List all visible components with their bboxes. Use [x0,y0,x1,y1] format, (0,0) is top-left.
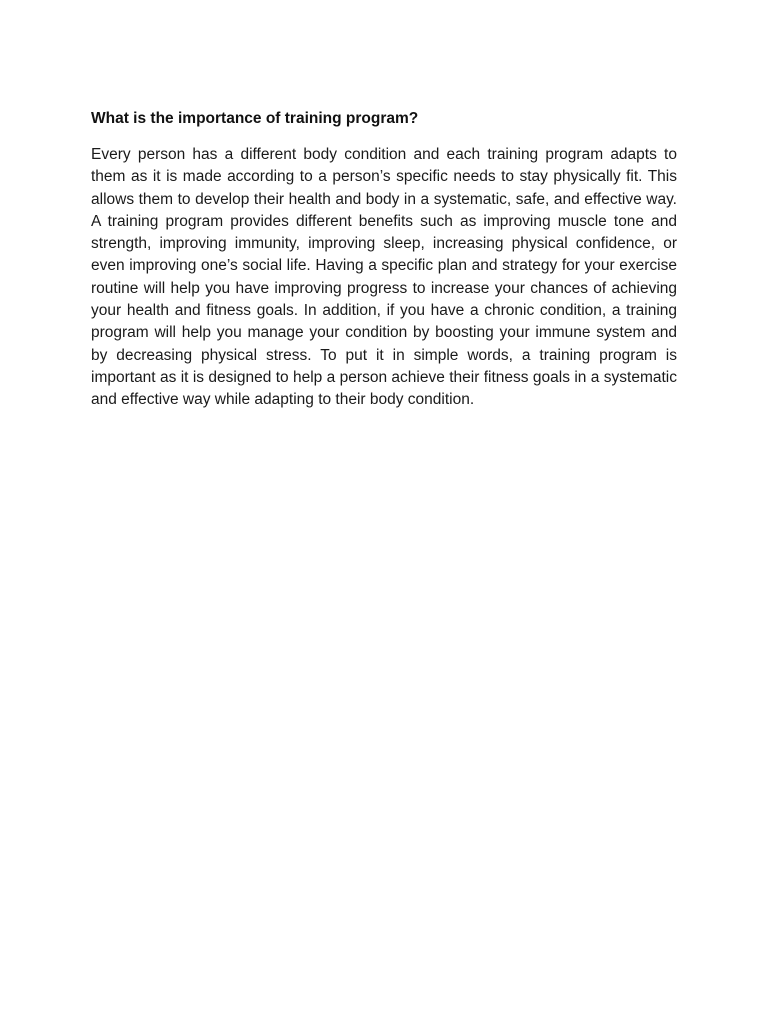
answer-paragraph: Every person has a different body condition and each training program adapts to them as it is made according to a person’s specific needs to stay physically fit. This allows them to develop their health and body in a systematic, safe, and effective way. A training program provides different benefits such as improving muscle tone and strength, improving immunity, improving sleep, increasing physical confidence, or even improving one’s social life. Having a specific plan and strategy for your exercise routine will help you have improving progress to increase your chances of achieving your health and fitness goals. In addition, if you have a chronic condition, a training program will help you manage your condition by boosting your immune system and by decreasing physical stress. To put it in simple words, a training program is important as it is designed to help a person achieve their fitness goals in a systematic and effective way while adapting to their body condition. [91,146,677,409]
document-content [91,108,677,412]
question-heading: What is the importance of training program? [91,110,419,127]
